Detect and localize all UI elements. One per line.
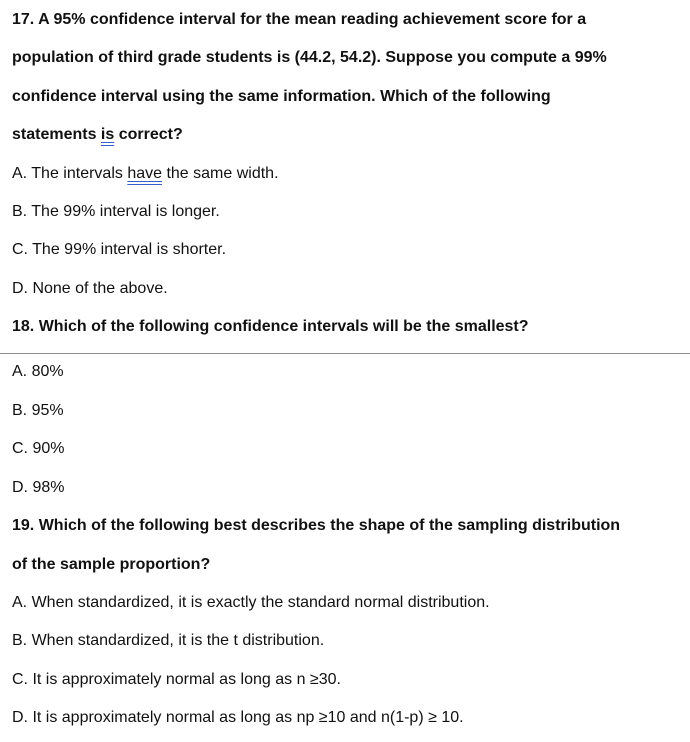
q17-option-a (12, 164, 279, 184)
q17-stem-line-4 (12, 125, 183, 145)
q19-option-d: D. It is approximately normal as long as np ≥10 and n(1-p) ≥ 10. (12, 709, 464, 726)
q17-stem-line-3: confidence interval using the same information. Which of the following (12, 88, 551, 105)
q17-stem-line-2: population of third grade students is (44.2, 54.2). Suppose you compute a 99% (12, 49, 607, 66)
page-divider (0, 353, 690, 354)
q18-option-d: D. 98% (12, 479, 65, 496)
q18-option-a: A. 80% (12, 363, 64, 380)
q17-option-b: B. The 99% interval is longer. (12, 203, 220, 220)
q19-stem-line-2: of the sample proportion? (12, 556, 211, 573)
q17-stem-line-4-pre: statements (12, 126, 101, 143)
grammar-mark-have: have (127, 165, 163, 182)
q17-option-c: C. The 99% interval is shorter. (12, 241, 227, 258)
q18-option-b: B. 95% (12, 402, 64, 419)
q17-option-d: D. None of the above. (12, 280, 168, 297)
grammar-mark-is: is (100, 126, 115, 143)
q19-option-c: C. It is approximately normal as long as n ≥30. (12, 671, 341, 688)
q17-option-a-pre: A. The intervals (12, 165, 128, 182)
q17-option-a-post: the same width. (162, 165, 279, 182)
q18-option-c: C. 90% (12, 440, 65, 457)
q17-stem-line-1: 17. A 95% confidence interval for the mean reading achievement score for a (12, 11, 587, 28)
q18-stem-line-1: 18. Which of the following confidence intervals will be the smallest? (12, 318, 529, 335)
q19-option-b: B. When standardized, it is the t distribution. (12, 632, 325, 649)
q17-stem-line-4-post: correct? (114, 126, 183, 143)
q19-stem-line-1: 19. Which of the following best describes the shape of the sampling distribution (12, 517, 621, 534)
q19-option-a: A. When standardized, it is exactly the standard normal distribution. (12, 594, 490, 611)
